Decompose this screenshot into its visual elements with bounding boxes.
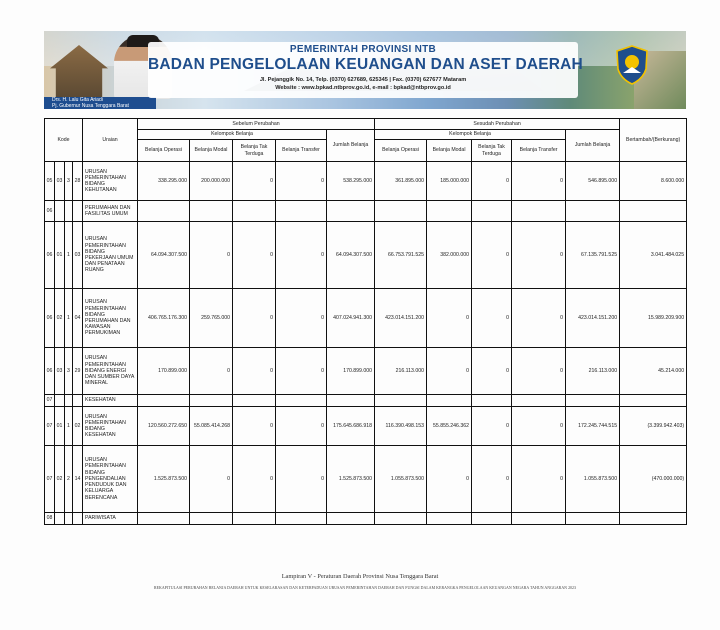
kode-4: 02 — [73, 407, 83, 446]
empty-cell — [276, 201, 327, 222]
uraian-cell: URUSAN PEMERINTAHAN BIDANG KEHUTANAN — [83, 162, 138, 201]
value-cell: 0 — [276, 348, 327, 395]
value-cell: 0 — [472, 289, 512, 348]
kode-4: 29 — [73, 348, 83, 395]
value-cell: 55.085.414.268 — [190, 407, 233, 446]
agency-address: Jl. Pejanggik No. 14, Telp. (0370) 627689, 625345 | Fax. (0370) 627677 Mataram — [259, 77, 467, 83]
kode-4 — [73, 513, 83, 525]
kode-1: 05 — [45, 162, 55, 201]
value-cell: 170.899.000 — [327, 348, 375, 395]
header-sebelum-perubahan: Sebelum Perubahan — [138, 119, 375, 130]
kode-3: 1 — [65, 407, 73, 446]
value-cell: 1.055.873.500 — [375, 446, 427, 513]
kode-2 — [55, 513, 65, 525]
empty-cell — [138, 513, 190, 525]
kode-3: 2 — [65, 446, 73, 513]
kode-1: 06 — [45, 201, 55, 222]
kode-2 — [55, 395, 65, 407]
value-cell: 0 — [276, 407, 327, 446]
header-belanja-transfer-sesudah: Belanja Transfer — [512, 140, 566, 162]
value-cell: 0 — [276, 222, 327, 289]
section-title: KESEHATAN — [83, 395, 138, 407]
section-row — [45, 395, 687, 407]
value-cell: 116.390.498.153 — [375, 407, 427, 446]
value-cell: 0 — [472, 407, 512, 446]
value-cell: 0 — [233, 348, 276, 395]
header-sesudah-perubahan: Sesudah Perubahan — [375, 119, 620, 130]
value-cell: 0 — [190, 446, 233, 513]
kode-4: 04 — [73, 289, 83, 348]
header-bertambah-berkurang: Bertambah/(Berkurang) — [620, 119, 687, 162]
official-name: Drs. H. Lalu Gita Ariadi — [52, 97, 103, 103]
value-cell: 1.055.873.500 — [566, 446, 620, 513]
value-cell: 0 — [472, 162, 512, 201]
uraian-cell: URUSAN PEMERINTAHAN BIDANG PENGENDALIAN PENDUDUK DAN KELUARGA BERENCANA — [83, 446, 138, 513]
empty-cell — [566, 201, 620, 222]
rekap-caption: REKAPITULASI PERUBAHAN BELANJA DAERAH UNTUK KESELARASAN DAN KETERPADUAN URUSAN PEMERINTAHAN DAERAH DAN FUNGSI DALAM KERANGKA PENGELOLAAN KEUANGAN NEGARA TAHUN ANGGARAN 2023 — [153, 586, 577, 590]
value-cell: 0 — [472, 446, 512, 513]
empty-cell — [190, 395, 233, 407]
value-cell: 67.135.791.525 — [566, 222, 620, 289]
value-cell: 259.765.000 — [190, 289, 233, 348]
uraian-cell: URUSAN PEMERINTAHAN BIDANG KESEHATAN — [83, 407, 138, 446]
agency-name: BADAN PENGELOLAAN KEUANGAN DAN ASET DAERAH — [148, 56, 583, 73]
value-cell: (470.000.000) — [620, 446, 687, 513]
header-kelompok-belanja-sesudah: Kelompok Belanja — [375, 130, 566, 140]
section-row — [45, 513, 687, 525]
empty-cell — [427, 201, 472, 222]
empty-cell — [472, 395, 512, 407]
value-cell: 45.214.000 — [620, 348, 687, 395]
value-cell: 0 — [427, 348, 472, 395]
empty-cell — [566, 395, 620, 407]
empty-cell — [190, 201, 233, 222]
empty-cell — [512, 395, 566, 407]
empty-cell — [138, 201, 190, 222]
empty-cell — [472, 513, 512, 525]
value-cell: 64.094.307.500 — [138, 222, 190, 289]
empty-cell — [327, 513, 375, 525]
value-cell: 0 — [512, 348, 566, 395]
agency-province: PEMERINTAH PROVINSI NTB — [289, 44, 437, 55]
value-cell: 3.041.484.025 — [620, 222, 687, 289]
uraian-cell: URUSAN PEMERINTAHAN BIDANG ENERGI DAN SUMBER DAYA MINERAL — [83, 348, 138, 395]
empty-cell — [138, 395, 190, 407]
budget-table — [44, 118, 687, 525]
table-row — [45, 162, 687, 201]
empty-cell — [327, 395, 375, 407]
value-cell: 423.014.151.200 — [566, 289, 620, 348]
value-cell: 120.560.272.650 — [138, 407, 190, 446]
value-cell: 0 — [512, 222, 566, 289]
province-emblem-icon — [615, 45, 649, 85]
table-row — [45, 222, 687, 289]
lampiran-caption: Lampiran V - Peraturan Daerah Provinsi Nusa Tenggara Barat — [281, 573, 439, 580]
kode-3: 3 — [65, 162, 73, 201]
value-cell: 546.895.000 — [566, 162, 620, 201]
value-cell: 216.113.000 — [566, 348, 620, 395]
value-cell: 0 — [472, 348, 512, 395]
kode-2: 01 — [55, 407, 65, 446]
value-cell: 338.295.000 — [138, 162, 190, 201]
empty-cell — [566, 513, 620, 525]
value-cell: 0 — [190, 348, 233, 395]
kode-1: 06 — [45, 222, 55, 289]
uraian-cell: URUSAN PEMERINTAHAN BIDANG PERUMAHAN DAN KAWASAN PERMUKIMAN — [83, 289, 138, 348]
value-cell: 1.525.873.500 — [138, 446, 190, 513]
kode-3: 1 — [65, 222, 73, 289]
value-cell: 200.000.000 — [190, 162, 233, 201]
value-cell: 185.000.000 — [427, 162, 472, 201]
kode-3 — [65, 395, 73, 407]
value-cell: 0 — [233, 162, 276, 201]
header-kode: Kode — [45, 119, 83, 162]
header-jumlah-belanja-sesudah: Jumlah Belanja — [566, 130, 620, 162]
empty-cell — [512, 513, 566, 525]
empty-cell — [327, 201, 375, 222]
table-row — [45, 446, 687, 513]
kode-3: 3 — [65, 348, 73, 395]
kode-1: 07 — [45, 407, 55, 446]
value-cell: 406.765.176.300 — [138, 289, 190, 348]
empty-cell — [620, 513, 687, 525]
agency-title-box — [148, 42, 583, 98]
kode-4 — [73, 201, 83, 222]
empty-cell — [512, 201, 566, 222]
table-row — [45, 289, 687, 348]
kode-4 — [73, 395, 83, 407]
value-cell: 0 — [472, 222, 512, 289]
header-jumlah-belanja-sebelum: Jumlah Belanja — [327, 130, 375, 162]
section-row — [45, 201, 687, 222]
value-cell: 1.525.873.500 — [327, 446, 375, 513]
header-kelompok-belanja-sebelum: Kelompok Belanja — [138, 130, 327, 140]
value-cell: 0 — [427, 446, 472, 513]
budget-table-container — [44, 118, 686, 525]
official-namebar — [44, 97, 156, 109]
value-cell: 0 — [233, 222, 276, 289]
value-cell: 172.245.744.515 — [566, 407, 620, 446]
empty-cell — [427, 395, 472, 407]
header-belanja-operasi-sesudah: Belanja Operasi — [375, 140, 427, 162]
kode-3 — [65, 513, 73, 525]
kode-1: 07 — [45, 446, 55, 513]
value-cell: 0 — [276, 446, 327, 513]
header-uraian: Uraian — [83, 119, 138, 162]
value-cell: 538.295.000 — [327, 162, 375, 201]
header-belanja-tak-terduga-sebelum: Belanja Tak Terduga — [233, 140, 276, 162]
table-row — [45, 407, 687, 446]
header-belanja-transfer-sebelum: Belanja Transfer — [276, 140, 327, 162]
empty-cell — [620, 201, 687, 222]
empty-cell — [233, 395, 276, 407]
empty-cell — [276, 395, 327, 407]
kode-1: 07 — [45, 395, 55, 407]
value-cell: 66.753.791.525 — [375, 222, 427, 289]
empty-cell — [472, 201, 512, 222]
kode-3: 1 — [65, 289, 73, 348]
empty-cell — [233, 201, 276, 222]
value-cell: 0 — [276, 289, 327, 348]
kode-2: 02 — [55, 446, 65, 513]
empty-cell — [427, 513, 472, 525]
agency-website: Website : www.bpkad.ntbprov.go.id, e-mail : bpkad@ntbprov.go.id — [275, 85, 451, 91]
value-cell: 407.024.941.300 — [327, 289, 375, 348]
value-cell: (3.399.942.403) — [620, 407, 687, 446]
kode-2: 01 — [55, 222, 65, 289]
value-cell: 0 — [190, 222, 233, 289]
empty-cell — [233, 513, 276, 525]
value-cell: 423.014.151.200 — [375, 289, 427, 348]
value-cell: 361.895.000 — [375, 162, 427, 201]
kode-2 — [55, 201, 65, 222]
value-cell: 15.989.209.900 — [620, 289, 687, 348]
value-cell: 64.094.307.500 — [327, 222, 375, 289]
value-cell: 0 — [233, 289, 276, 348]
value-cell: 0 — [512, 407, 566, 446]
value-cell: 0 — [233, 407, 276, 446]
kode-3 — [65, 201, 73, 222]
value-cell: 0 — [233, 446, 276, 513]
value-cell: 8.600.000 — [620, 162, 687, 201]
value-cell: 55.855.246.362 — [427, 407, 472, 446]
empty-cell — [375, 201, 427, 222]
value-cell: 0 — [512, 162, 566, 201]
value-cell: 0 — [276, 162, 327, 201]
kode-2: 03 — [55, 348, 65, 395]
value-cell: 175.645.686.918 — [327, 407, 375, 446]
kode-4: 28 — [73, 162, 83, 201]
empty-cell — [620, 395, 687, 407]
header-banner — [44, 31, 686, 109]
value-cell: 0 — [512, 289, 566, 348]
value-cell: 0 — [427, 289, 472, 348]
empty-cell — [375, 395, 427, 407]
kode-2: 02 — [55, 289, 65, 348]
official-title: Pj. Gubernur Nusa Tenggara Barat — [52, 103, 129, 109]
empty-cell — [375, 513, 427, 525]
kode-1: 06 — [45, 348, 55, 395]
value-cell: 0 — [512, 446, 566, 513]
uraian-cell: URUSAN PEMERINTAHAN BIDANG PEKERJAAN UMUM DAN PENATAAN RUANG — [83, 222, 138, 289]
value-cell: 216.113.000 — [375, 348, 427, 395]
header-belanja-modal-sesudah: Belanja Modal — [427, 140, 472, 162]
empty-cell — [190, 513, 233, 525]
header-belanja-modal-sebelum: Belanja Modal — [190, 140, 233, 162]
kode-4: 03 — [73, 222, 83, 289]
section-title: PERUMAHAN DAN FASILITAS UMUM — [83, 201, 138, 222]
header-belanja-tak-terduga-sesudah: Belanja Tak Terduga — [472, 140, 512, 162]
section-title: PARIWISATA — [83, 513, 138, 525]
kode-4: 14 — [73, 446, 83, 513]
table-row — [45, 348, 687, 395]
value-cell: 170.899.000 — [138, 348, 190, 395]
kode-1: 08 — [45, 513, 55, 525]
header-belanja-operasi-sebelum: Belanja Operasi — [138, 140, 190, 162]
value-cell: 382.000.000 — [427, 222, 472, 289]
kode-1: 06 — [45, 289, 55, 348]
kode-2: 03 — [55, 162, 65, 201]
empty-cell — [276, 513, 327, 525]
